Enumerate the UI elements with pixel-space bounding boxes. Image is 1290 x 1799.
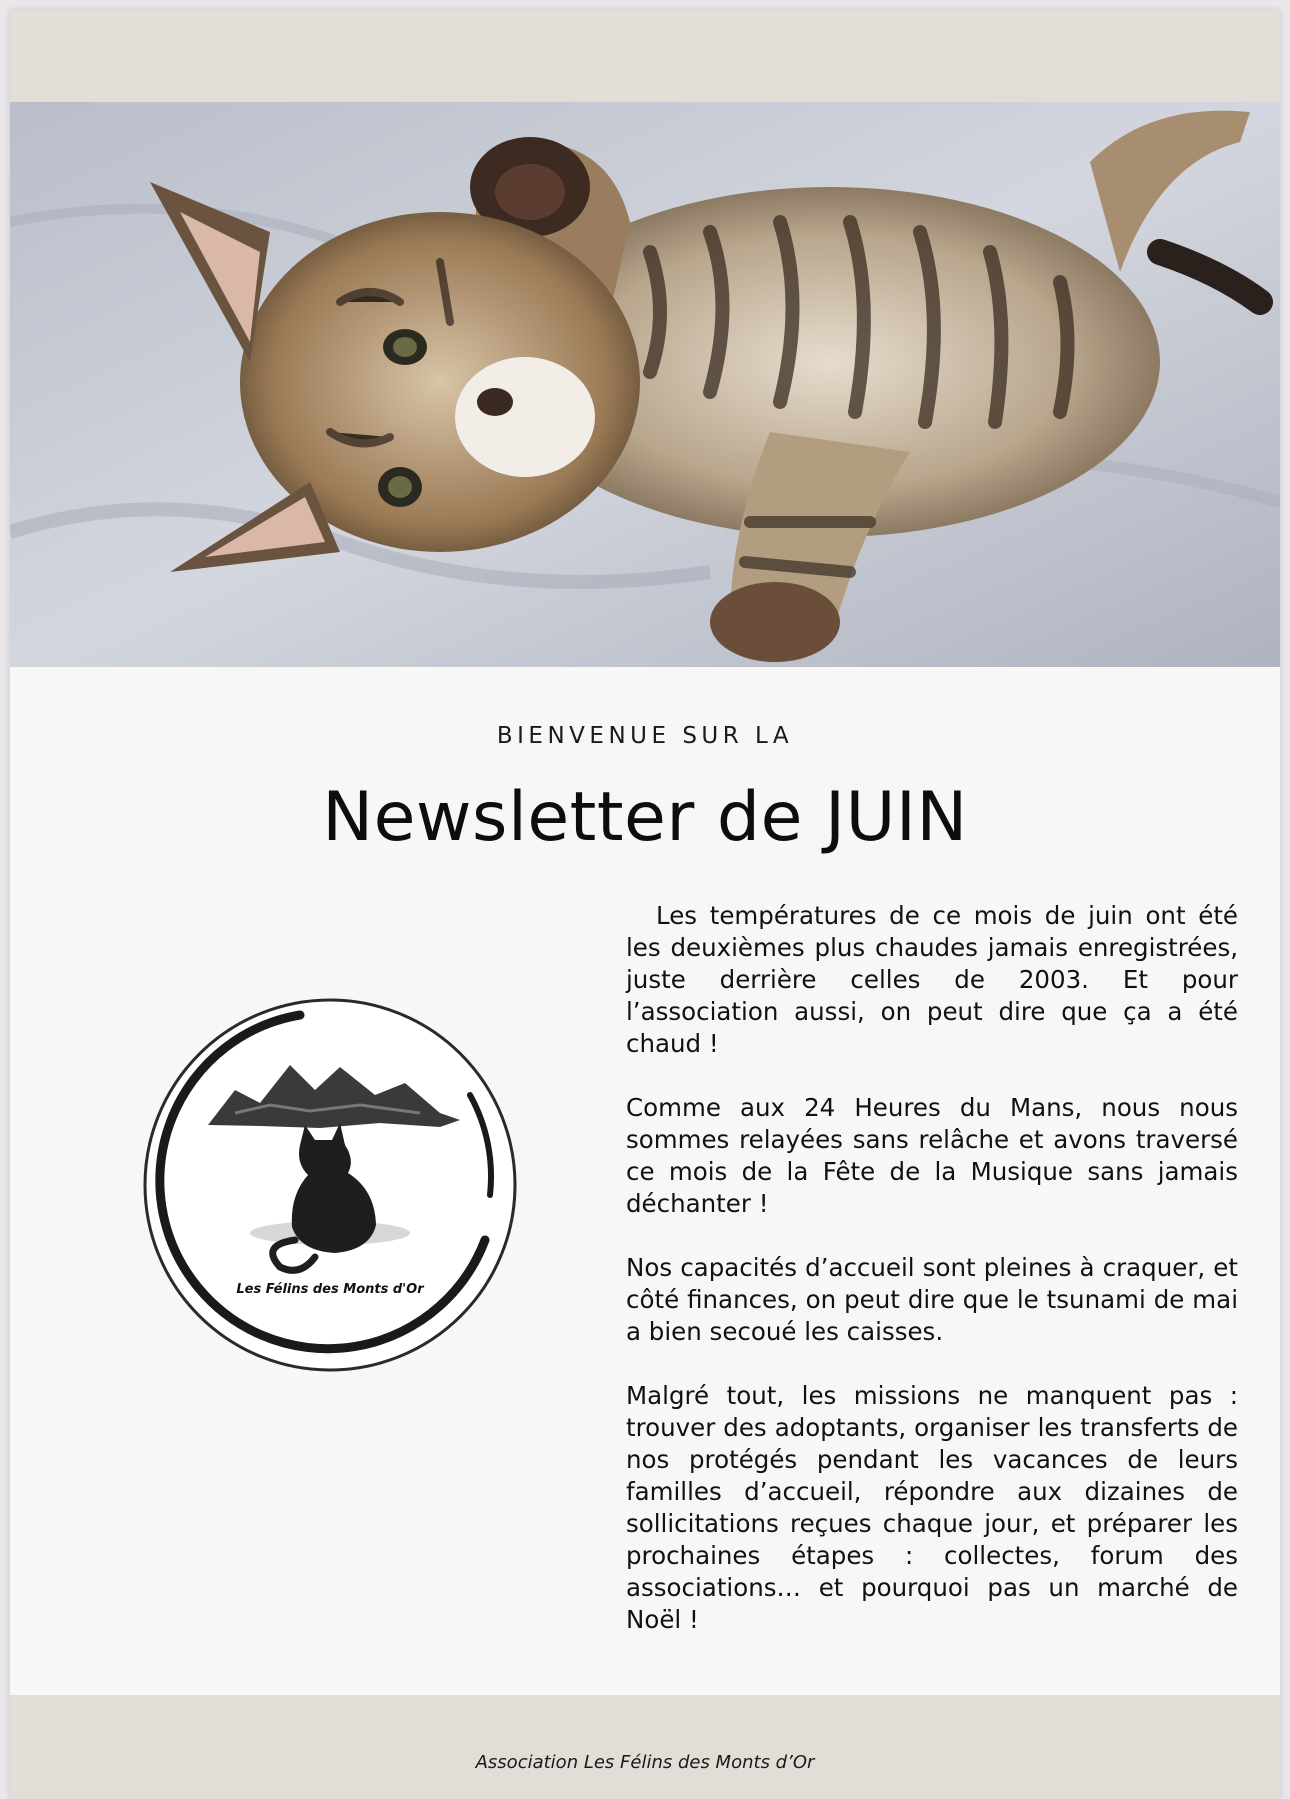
footer-text: Association Les Félins des Monts d’Or	[475, 1752, 815, 1773]
association-logo	[140, 995, 520, 1375]
logo-text: Les Félins des Monts d'Or	[236, 1282, 424, 1297]
article-paragraph-3: Nos capacités d’accueil sont pleines à craquer, et côté finances, on peut dire que le tsunami de mai a bien secoué les caisses.	[626, 1253, 1238, 1346]
article-paragraph-2: Comme aux 24 Heures du Mans, nous nous sommes relayées sans relâche et avons traversé ce mois de la Fête de la Musique sans jamais déchanter !	[626, 1093, 1238, 1218]
footer-band	[10, 1695, 1280, 1799]
hero-kitten-photo	[10, 102, 1280, 667]
article-paragraph-4: Malgré tout, les missions ne manquent pas : trouver des adoptants, organiser les transferts de nos protégés pendant les vacances de leurs familles d’accueil, répondre aux dizaines de sollicitations reçues chaque jour, et préparer les prochaines étapes : collectes, forum des associations… et pourquoi pas un marché de Noël !	[626, 1381, 1238, 1634]
header-kicker: BIENVENUE SUR LA	[496, 723, 794, 749]
newsletter-page	[10, 10, 1280, 1799]
article-body	[626, 900, 1238, 1668]
article-paragraph-1: Les températures de ce mois de juin ont été les deuxièmes plus chaudes jamais enregistrées, juste derrière celles de 2003. Et pour l’association aussi, on peut dire que ça a été chaud !	[626, 901, 1238, 1058]
page-title: Newsletter de JUIN	[322, 778, 968, 857]
top-band	[10, 10, 1280, 102]
